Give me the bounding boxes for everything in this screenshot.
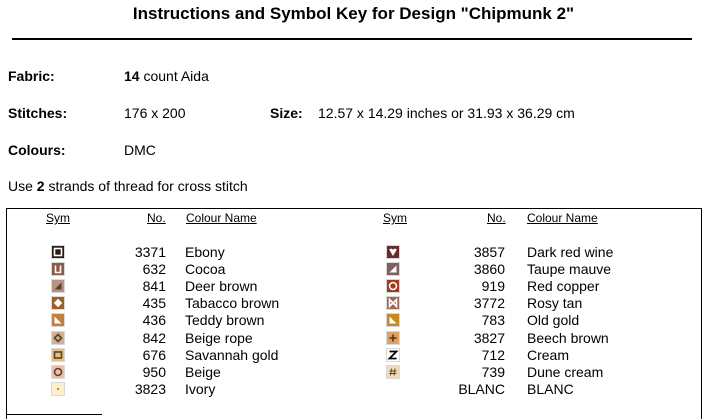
left-colour-name: Tabacco brown [185, 295, 280, 312]
left-dmc-number: 436 [142, 312, 166, 329]
right-colour-name: BLANC [527, 380, 574, 397]
triangle-square-icon [387, 314, 399, 326]
circle-square-icon [52, 366, 64, 378]
left-dmc-number: 676 [142, 346, 166, 363]
left-colour-name: Deer brown [185, 278, 258, 295]
left-colour-name: Savannah gold [185, 346, 279, 363]
header-sym-right: Sym [383, 211, 407, 225]
header-sym-left: Sym [46, 211, 70, 225]
right-colour-name: Beech brown [527, 329, 609, 346]
heart-square-icon [387, 246, 399, 258]
table-bottom-rule [6, 414, 102, 415]
u-square-icon [52, 263, 64, 275]
left-colour-name: Beige [185, 363, 221, 380]
right-dmc-number: 3860 [473, 261, 505, 278]
diagonal-square-icon [52, 280, 64, 292]
strands-instruction [8, 178, 248, 194]
right-dmc-number: 3772 [473, 295, 505, 312]
right-colour-name: Dune cream [527, 363, 604, 380]
page-title: Instructions and Symbol Key for Design "Chipmunk 2" [132, 4, 575, 23]
right-dmc-number: 712 [481, 346, 505, 363]
hash-square-icon [387, 366, 399, 378]
plus-square-icon [387, 332, 399, 344]
diagonal-square-icon [387, 263, 399, 275]
circle-square-icon [387, 280, 399, 292]
fabric-type: count Aida [139, 68, 209, 84]
left-dmc-number: 950 [142, 363, 166, 380]
right-dmc-number: 3857 [473, 244, 505, 260]
right-colour-name: Taupe mauve [527, 261, 612, 278]
bowtie-square-icon [387, 297, 399, 309]
strands-count: 2 [36, 178, 45, 194]
right-colour-name: Dark red wine [527, 244, 614, 260]
left-dmc-number: 435 [142, 295, 166, 312]
left-colour-name: Beige rope [185, 329, 253, 346]
left-colour-name: Cocoa [185, 261, 226, 278]
fabric-count: 14 [124, 68, 140, 84]
right-dmc-number: 783 [481, 312, 505, 329]
right-dmc-number: 739 [481, 363, 505, 380]
blank-square-icon [387, 383, 399, 395]
stitches-value: 176 x 200 [124, 105, 186, 121]
size-value: 12.57 x 14.29 inches or 31.93 x 36.29 cm [318, 105, 575, 121]
hollow-square-icon [52, 246, 64, 258]
header-name-right: Colour Name [527, 211, 598, 225]
left-dmc-number: 3371 [134, 244, 166, 260]
right-colour-name: Old gold [527, 312, 580, 329]
inner-square-icon [52, 349, 64, 361]
size-label: Size: [270, 105, 303, 121]
diamond-square-icon [52, 297, 64, 309]
header-no-left: No. [147, 211, 166, 225]
colours-label: Colours: [8, 142, 66, 158]
header-no-right: No. [487, 211, 506, 225]
left-dmc-number: 842 [142, 329, 166, 346]
fabric-value [124, 68, 209, 84]
right-colour-name: Red copper [527, 278, 600, 295]
strands-post: strands of thread for cross stitch [44, 178, 248, 194]
left-dmc-number: 841 [142, 278, 166, 295]
small-diamond-square-icon [52, 332, 64, 344]
dot-square-icon [52, 383, 64, 395]
right-dmc-number: 3827 [473, 329, 505, 346]
right-colour-name: Cream [527, 346, 570, 363]
colours-value: DMC [124, 142, 156, 158]
left-dmc-number: 632 [142, 261, 166, 278]
right-colour-name: Rosy tan [527, 295, 583, 312]
fabric-label: Fabric: [8, 68, 55, 84]
z-glyph-icon [387, 349, 399, 361]
left-colour-name: Ivory [185, 380, 216, 397]
left-colour-name: Teddy brown [185, 312, 265, 329]
left-dmc-number: 3823 [134, 380, 166, 397]
left-colour-name: Ebony [185, 244, 225, 260]
stitches-label: Stitches: [8, 105, 68, 121]
triangle-square-icon [52, 314, 64, 326]
header-name-left: Colour Name [186, 211, 257, 225]
title-divider [12, 38, 692, 40]
right-dmc-number: BLANC [458, 380, 505, 397]
right-dmc-number: 919 [481, 278, 505, 295]
strands-pre: Use [8, 178, 37, 194]
